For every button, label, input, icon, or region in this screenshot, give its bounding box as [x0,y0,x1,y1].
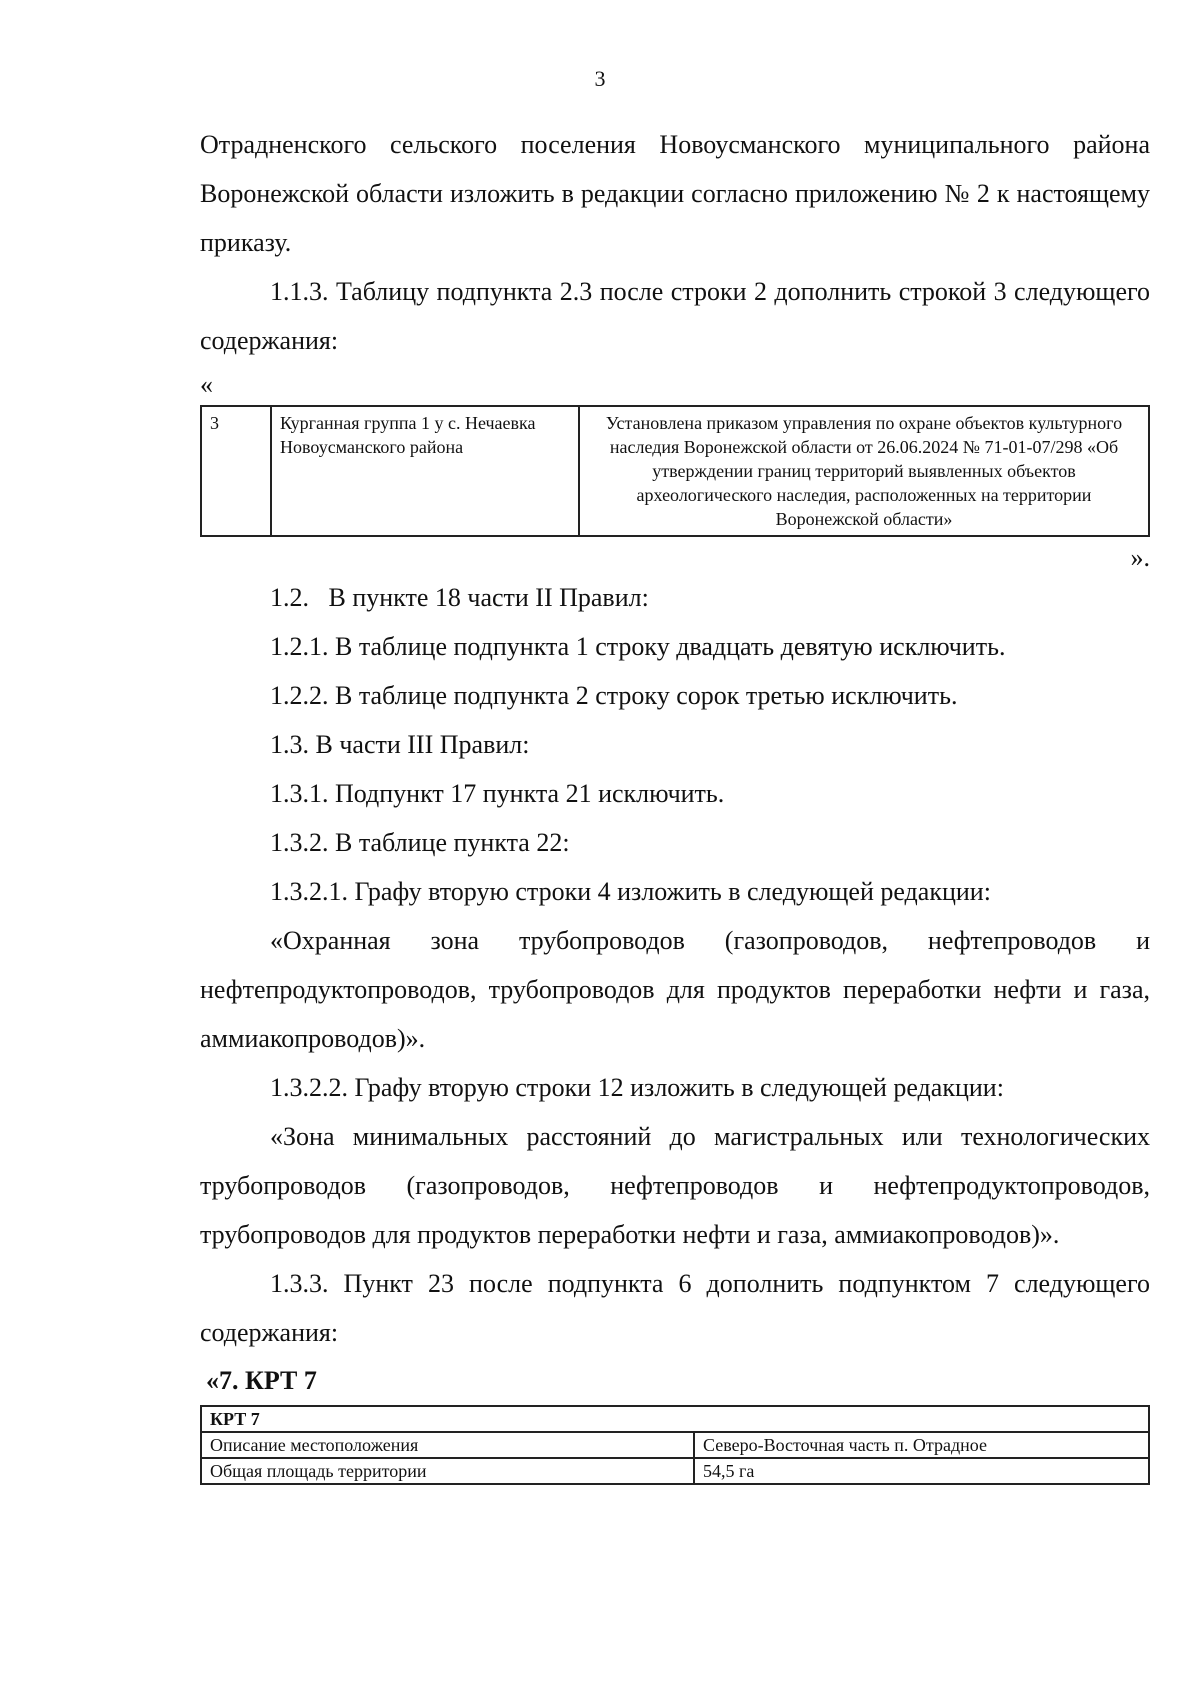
table-krt [200,1405,1150,1485]
quote-paragraph-min-distance-zone: «Зона минимальных расстояний до магистральных или технологических трубопроводов (газопроводов, нефтепроводов и нефтепродуктопроводов, трубопроводов для продуктов переработки нефти и газа, аммиакопроводов)». [200,1122,1150,1249]
cell-value: Северо-Восточная часть п. Отрадное [694,1432,1149,1458]
item-1-2-1: 1.2.1. В таблице подпункта 1 строку двадцать девятую исключить. [270,632,1006,661]
table-krt-header: КРТ 7 [201,1406,1149,1432]
cell-label: Общая площадь территории [201,1458,694,1484]
item-1-3: 1.3. В части III Правил: [270,730,530,759]
item-1-3-2: 1.3.2. В таблице пункта 22: [270,828,570,857]
paragraph-1-1-3: 1.1.3. Таблицу подпункта 2.3 после строки 2 дополнить строкой 3 следующего содержания: [200,277,1150,355]
item-1-3-1: 1.3.1. Подпункт 17 пункта 21 исключить. [270,779,725,808]
krt-heading: «7. КРТ 7 [206,1366,317,1395]
quote-open-mark: « [200,370,213,399]
quote-paragraph-pipeline-zone: «Охранная зона трубопроводов (газопроводов, нефтепроводов и нефтепродуктопроводов, трубопроводов для продуктов переработки нефти и газа, аммиакопроводов)». [200,926,1150,1053]
table-row [201,406,1149,536]
cell-value: 54,5 га [694,1458,1149,1484]
cell-object-name: Курганная группа 1 у с. Нечаевка Новоусманского района [271,406,579,536]
item-1-3-2-2: 1.3.2.2. Графу вторую строки 12 изложить в следующей редакции: [270,1073,1004,1102]
document-body [200,120,1150,1485]
table-row [201,1458,1149,1484]
item-1-3-3: 1.3.3. Пункт 23 после подпункта 6 дополнить подпунктом 7 следующего содержания: [200,1269,1150,1347]
cell-basis: Установлена приказом управления по охране объектов культурного наследия Воронежской области от 26.06.2024 № 71-01-07/298 «Об утверждении границ территорий выявленных объектов археологического наследия, расположенных на территории Воронежской области» [579,406,1149,536]
item-1-2-2: 1.2.2. В таблице подпункта 2 строку сорок третью исключить. [270,681,958,710]
cell-label: Описание местоположения [201,1432,694,1458]
table-object-row [200,405,1150,537]
item-1-2: 1.2. В пункте 18 части II Правил: [270,583,649,612]
cell-row-number: 3 [201,406,271,536]
table-row [201,1406,1149,1432]
page-number: 3 [594,66,606,91]
paragraph-intro: Отрадненского сельского поселения Новоусманского муниципального района Воронежской области изложить в редакции согласно приложению № 2 к настоящему приказу. [200,130,1150,257]
item-1-3-2-1: 1.3.2.1. Графу вторую строки 4 изложить в следующей редакции: [270,877,991,906]
table-row [201,1432,1149,1458]
quote-close-mark: ». [1130,543,1150,572]
